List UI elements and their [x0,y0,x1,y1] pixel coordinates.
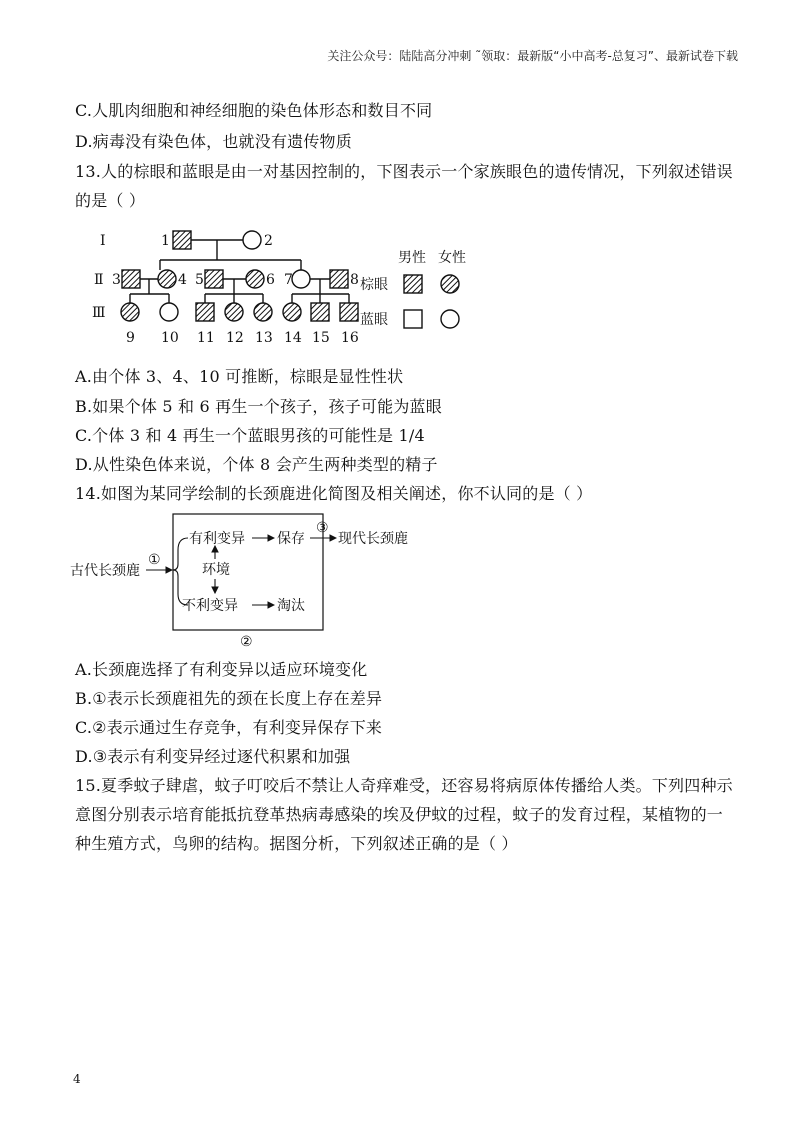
label-13: 13 [255,330,273,346]
option-12d: D.病毒没有染色体，也就没有遗传物质 [75,132,352,151]
label-14: 14 [284,330,302,346]
label-10: 10 [161,330,179,346]
label-12: 12 [226,330,244,346]
individual-4 [158,270,176,288]
label-1: 1 [161,233,170,249]
label-8: 8 [350,272,359,288]
label-4: 4 [178,272,187,288]
option-13d: D.从性染色体来说，个体 8 会产生两种类型的精子 [75,455,438,474]
modern-giraffe-label: 现代长颈鹿 [338,531,408,547]
environment-label: 环境 [202,562,230,578]
individual-13 [254,303,272,321]
label-5: 5 [195,272,204,288]
label-3: 3 [112,272,121,288]
unfavorable-variation-label: 不利变异 [182,598,238,614]
label-15: 15 [312,330,330,346]
option-14a: A.长颈鹿选择了有利变异以适应环境变化 [75,660,368,679]
individual-1 [173,231,191,249]
individual-6 [246,270,264,288]
ancestor-giraffe-label: 古代长颈鹿 [70,563,140,579]
legend-brown-female [441,275,459,293]
individual-12 [225,303,243,321]
page-number: 4 [73,1072,81,1086]
individual-10 [160,303,178,321]
favorable-variation-label: 有利变异 [189,531,245,547]
individual-7 [292,270,310,288]
question-15-line-3: 种生殖方式，鸟卵的结构。据图分析，下列叙述正确的是（ ） [75,834,518,853]
question-13-line-1: 13.人的棕眼和蓝眼是由一对基因控制的，下图表示一个家族眼色的遗传情况，下列叙述错误 [75,162,733,181]
individual-9 [121,303,139,321]
legend-female-label: 女性 [438,250,466,266]
question-15-line-2: 意图分别表示培育能抵抗登革热病毒感染的埃及伊蚊的过程，蚊子的发育过程，某植物的一 [75,805,724,824]
label-7: 7 [284,272,293,288]
label-16: 16 [341,330,359,346]
individual-5 [205,270,223,288]
legend-brown-male [404,275,422,293]
legend-male-label: 男性 [398,250,426,266]
option-14b: B.①表示长颈鹿祖先的颈在长度上存在差异 [75,689,383,708]
individual-16 [340,303,358,321]
label-9: 9 [126,330,135,346]
page-header-notice: 关注公众号：陆陆高分冲刺 ˜领取：最新版“小中高考-总复习”、最新试卷下载 [327,49,738,63]
label-6: 6 [266,272,275,288]
individual-15 [311,303,329,321]
option-13a: A.由个体 3、4、10 可推断，棕眼是显性性状 [75,367,404,386]
giraffe-evolution-diagram [70,510,430,650]
individual-11 [196,303,214,321]
label-2: 2 [264,233,273,249]
question-14: 14.如图为某同学绘制的长颈鹿进化简图及相关阐述，你不认同的是（ ） [75,484,593,503]
individual-3 [122,270,140,288]
legend-blue-female [441,310,459,328]
label-11: 11 [197,330,215,346]
preserve-label: 保存 [277,531,305,547]
legend-brown-label: 棕眼 [360,277,388,293]
question-13-line-2: 的是（ ） [75,191,146,210]
generation-3-label: Ⅲ [92,305,106,321]
individual-8 [330,270,348,288]
generation-2-label: Ⅱ [94,272,104,288]
pedigree-figure [92,222,512,352]
option-14c: C.②表示通过生存竞争，有利变异保存下来 [75,718,383,737]
mark-2: ② [240,634,253,650]
individual-14 [283,303,301,321]
individual-2 [243,231,261,249]
option-13b: B.如果个体 5 和 6 再生一个孩子，孩子可能为蓝眼 [75,397,442,416]
legend-blue-male [404,310,422,328]
option-13c: C.个体 3 和 4 再生一个蓝眼男孩的可能性是 1/4 [75,426,425,445]
option-14d: D.③表示有利变异经过逐代积累和加强 [75,747,351,766]
mark-1: ① [148,552,161,568]
option-12c: C.人肌肉细胞和神经细胞的染色体形态和数目不同 [75,101,433,120]
generation-1-label: Ⅰ [100,233,106,249]
question-15-line-1: 15.夏季蚊子肆虐，蚊子叮咬后不禁让人奇痒难受，还容易将病原体传播给人类。下列四种示 [75,776,733,795]
legend-blue-label: 蓝眼 [360,312,388,328]
mark-3: ③ [316,520,329,536]
eliminate-label: 淘汰 [277,598,305,614]
